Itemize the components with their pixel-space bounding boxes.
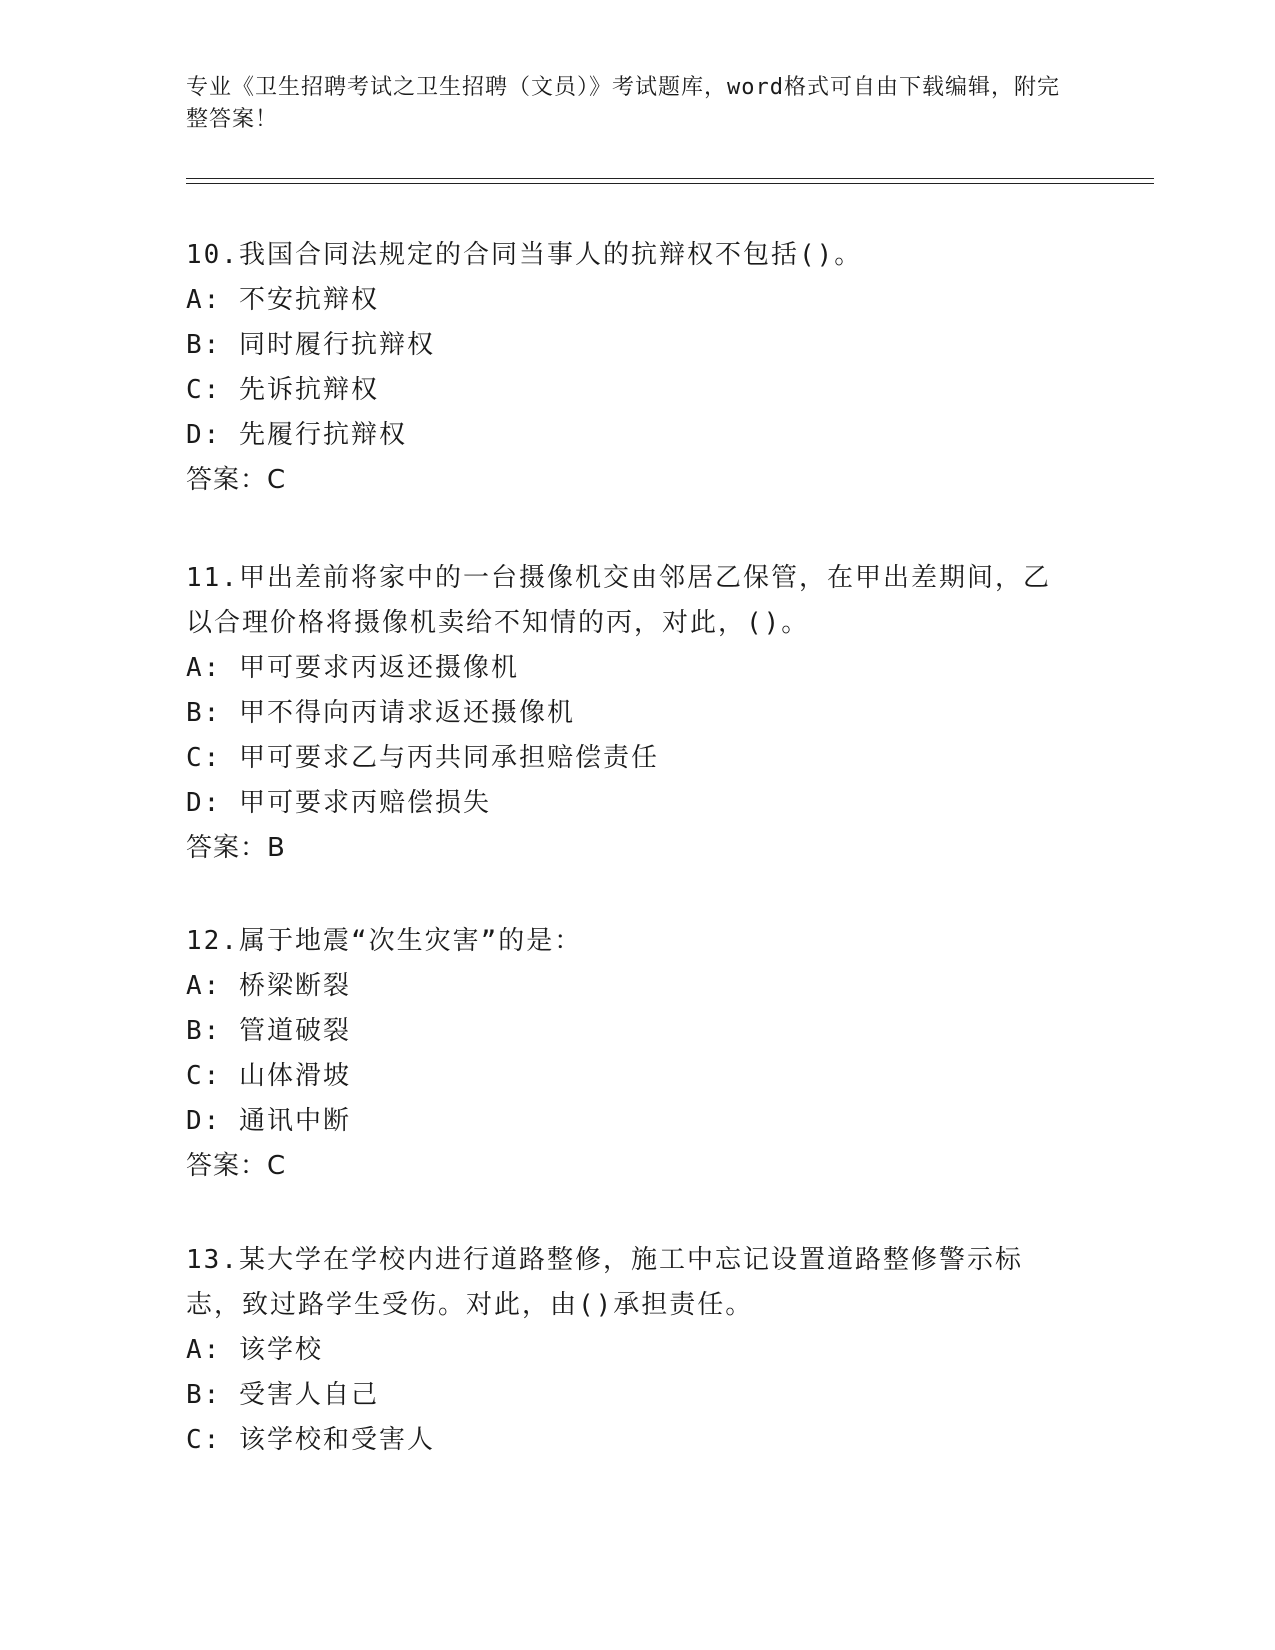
question-12: [186, 919, 1066, 1189]
option-b: B: 甲不得向丙请求返还摄像机: [186, 698, 575, 728]
question-13: [186, 1238, 1066, 1463]
document-header: 专业《卫生招聘考试之卫生招聘（文员）》考试题库，word格式可自由下载编辑，附完整答案！: [186, 75, 1060, 132]
question-10: [186, 233, 1066, 503]
option-c: C: 先诉抗辩权: [186, 375, 379, 405]
option-a: A: 不安抗辩权: [186, 285, 379, 315]
option-d: D: 甲可要求丙赔偿损失: [186, 788, 491, 818]
option-c: C: 山体滑坡: [186, 1061, 351, 1091]
answer: 答案：C: [186, 1151, 287, 1181]
question-stem: 12.属于地震“次生灾害”的是：: [186, 926, 583, 956]
option-a: A: 甲可要求丙返还摄像机: [186, 653, 519, 683]
answer: 答案：C: [186, 465, 287, 495]
option-d: D: 通讯中断: [186, 1106, 351, 1136]
option-a: A: 该学校: [186, 1335, 323, 1365]
option-a: A: 桥梁断裂: [186, 971, 351, 1001]
option-d: D: 先履行抗辩权: [186, 420, 407, 450]
question-stem: 13.某大学在学校内进行道路整修，施工中忘记设置道路整修警示标志，致过路学生受伤。对此，由()承担责任。: [186, 1245, 1023, 1320]
question-stem: 11.甲出差前将家中的一台摄像机交由邻居乙保管，在甲出差期间，乙以合理价格将摄像机卖给不知情的丙，对此，()。: [186, 563, 1051, 638]
option-c: C: 该学校和受害人: [186, 1425, 435, 1455]
option-b: B: 管道破裂: [186, 1016, 351, 1046]
option-b: B: 同时履行抗辩权: [186, 330, 435, 360]
answer: 答案：B: [186, 833, 286, 863]
question-11: [186, 556, 1066, 871]
option-c: C: 甲可要求乙与丙共同承担赔偿责任: [186, 743, 659, 773]
option-b: B: 受害人自己: [186, 1380, 379, 1410]
header-rule-top: [186, 178, 1154, 179]
question-stem: 10.我国合同法规定的合同当事人的抗辩权不包括()。: [186, 240, 863, 270]
header-rule-bottom: [186, 183, 1154, 184]
